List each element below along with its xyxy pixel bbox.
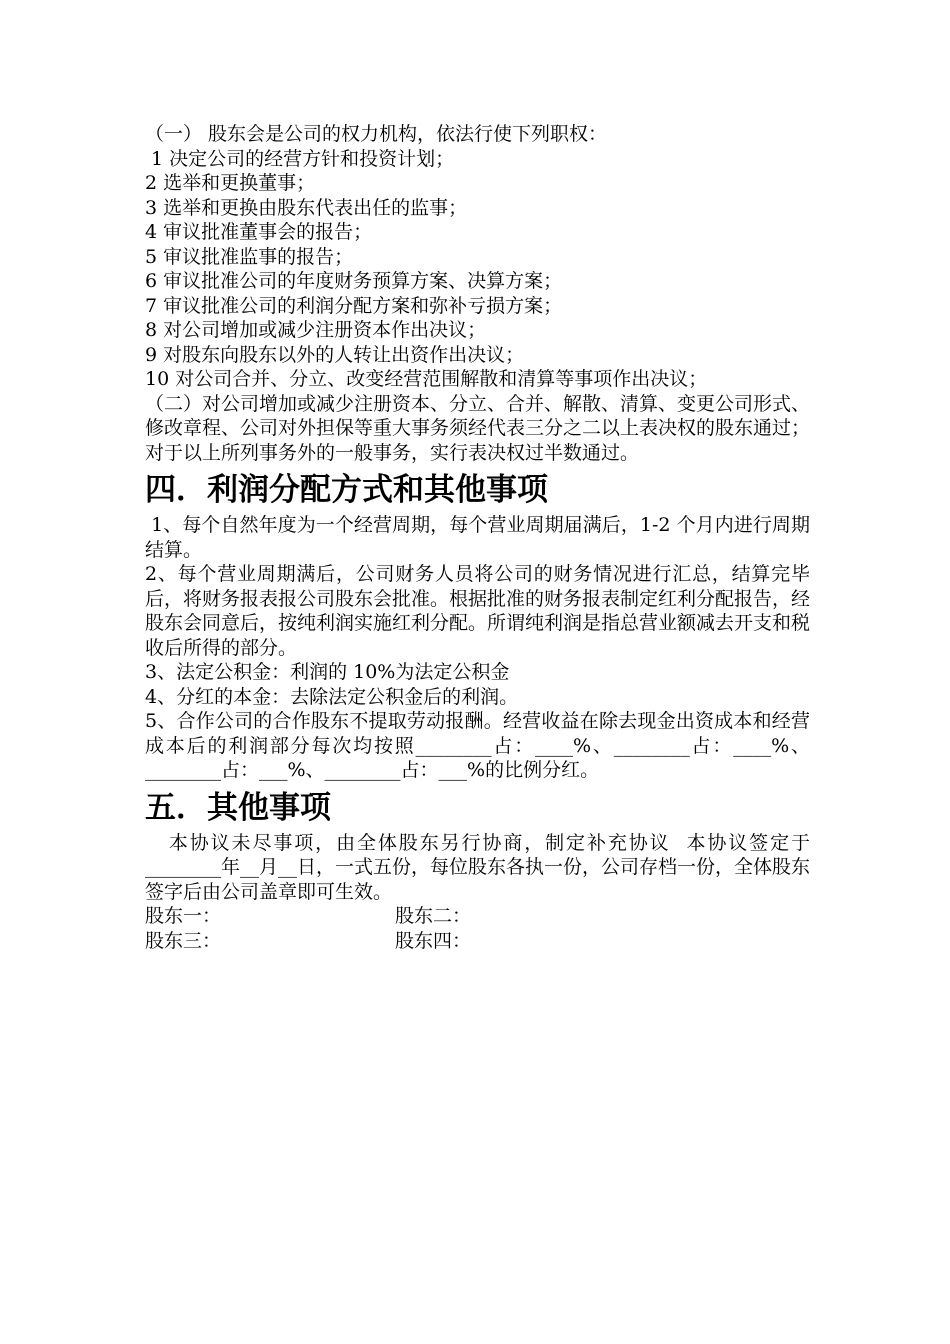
signature-shareholder-1: 股东一： [145,905,222,927]
signature-shareholder-3: 股东三： [145,929,222,952]
power-item-2: 2 选举和更换董事； [145,172,316,194]
power-item-4: 4 审议批准董事会的报告； [145,221,373,243]
profit-item-5: 5、合作公司的合作股东不提取劳动报酬。经营收益在除去现金出资成本和经营成本后的利润部分每次均按照________占：____%、________占：____%、________占：___%、________占：___%的比例分红。 [145,710,810,781]
power-item-7: 7 审议批准公司的利润分配方案和弥补亏损方案； [145,294,563,317]
power-item-6: 6 审议批准公司的年度财务预算方案、决算方案； [145,270,563,292]
voting-rules-paragraph: （二）对公司增加或减少注册资本、分立、合并、解散、清算、变更公司形式、修改章程、公司对外担保等重大事务须经代表三分之二以上表决权的股东通过；对于以上所列事务外的一般事务，实行表决权过半数通过。 [145,392,811,464]
powers-intro: （一） 股东会是公司的权力机构，依法行使下列职权： [145,123,608,145]
signature-row-2 [145,929,810,954]
power-item-10: 10 对公司合并、分立、改变经营范围解散和清算等事项作出决议； [145,368,708,390]
power-item-8: 8 对公司增加或减少注册资本作出决议； [145,319,487,341]
power-item-1: 1 决定公司的经营方针和投资计划； [145,147,455,170]
document-page [145,122,810,953]
profit-item-2: 2、每个营业周期满后，公司财务人员将公司的财务情况进行汇总，结算完毕后，将财务报表报公司股东会批准。根据批准的财务报表制定红利分配报告，经股东会同意后，按纯利润实施红利分配。所谓纯利润是指总营业额减去开支和税收后所得的部分。 [145,563,811,659]
signature-row-1 [145,904,810,929]
power-item-3: 3 选举和更换由股东代表出任的监事； [145,196,468,219]
signature-shareholder-2: 股东二： [395,905,472,927]
other-matters-paragraph: 本协议未尽事项，由全体股东另行协商，制定补充协议 本协议签定于________年__月__日，一式五份，每位股东各执一份，公司存档一份，全体股东签字后由公司盖章即可生效。 [145,831,811,903]
section-heading-profit-distribution: 四．利润分配方式和其他事项 [145,472,548,508]
profit-item-1: 1、每个自然年度为一个经营周期，每个营业周期届满后，1-2 个月内进行周期结算。 [145,514,810,561]
profit-item-3: 3、法定公积金：利润的 10%为法定公积金 [145,661,510,683]
section-heading-other-matters: 五．其他事项 [145,789,331,826]
power-item-9: 9 对股东向股东以外的人转让出资作出决议； [145,343,525,366]
power-item-5: 5 审议批准监事的报告； [145,245,354,268]
signature-shareholder-4: 股东四： [395,929,472,952]
profit-item-4: 4、分红的本金：去除法定公积金后的利润。 [145,685,519,708]
